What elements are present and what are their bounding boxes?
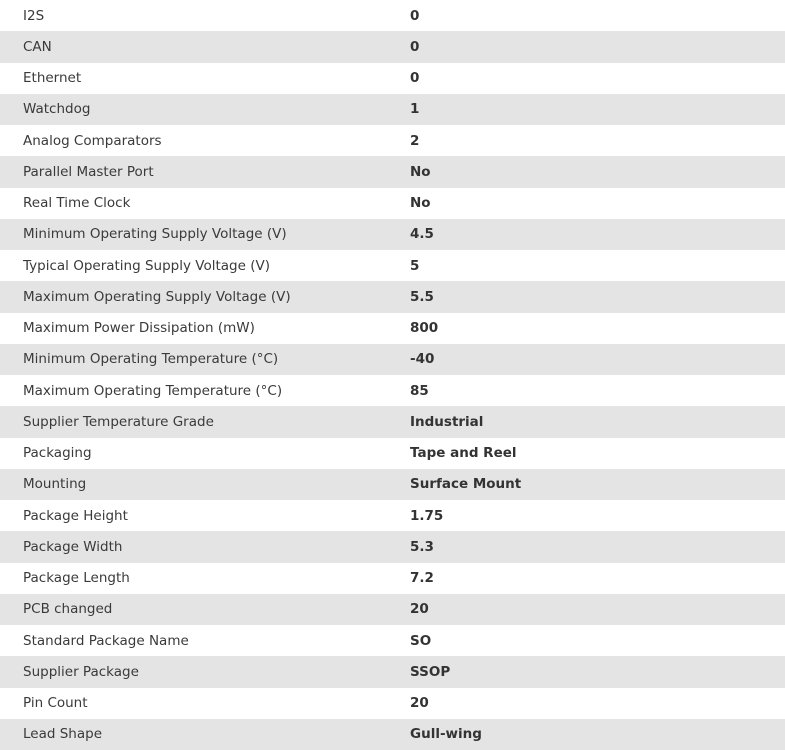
spec-value: No [410, 188, 785, 219]
spec-label: PCB changed [0, 594, 410, 625]
spec-value: Tape and Reel [410, 438, 785, 469]
spec-label: Pin Count [0, 688, 410, 719]
spec-label: Mounting [0, 469, 410, 500]
spec-label: Typical Operating Supply Voltage (V) [0, 250, 410, 281]
spec-label: I2S [0, 0, 410, 31]
spec-label: Maximum Power Dissipation (mW) [0, 313, 410, 344]
spec-label: Package Height [0, 500, 410, 531]
spec-label: CAN [0, 31, 410, 62]
spec-value: 5.3 [410, 531, 785, 562]
spec-value: 0 [410, 0, 785, 31]
spec-value: 0 [410, 31, 785, 62]
spec-label: Maximum Operating Temperature (°C) [0, 375, 410, 406]
spec-value: 1 [410, 94, 785, 125]
table-row-min-operating-temp [0, 344, 785, 375]
spec-value: Surface Mount [410, 469, 785, 500]
table-row-ethernet [0, 63, 785, 94]
spec-label: Ethernet [0, 63, 410, 94]
table-row-temperature-grade [0, 406, 785, 437]
table-row-i2s [0, 0, 785, 31]
table-row-supplier-package [0, 656, 785, 687]
spec-value: 2 [410, 125, 785, 156]
table-row-watchdog [0, 94, 785, 125]
table-row-package-height [0, 500, 785, 531]
spec-value: No [410, 156, 785, 187]
table-row-max-supply-voltage [0, 281, 785, 312]
spec-label: Minimum Operating Temperature (°C) [0, 344, 410, 375]
spec-label: Maximum Operating Supply Voltage (V) [0, 281, 410, 312]
table-row-package-length [0, 563, 785, 594]
table-row-lead-shape [0, 719, 785, 750]
spec-label: Parallel Master Port [0, 156, 410, 187]
table-row-packaging [0, 438, 785, 469]
spec-label: Watchdog [0, 94, 410, 125]
spec-value: Industrial [410, 406, 785, 437]
spec-label: Standard Package Name [0, 625, 410, 656]
spec-label: Supplier Package [0, 656, 410, 687]
spec-label: Package Length [0, 563, 410, 594]
table-row-max-operating-temp [0, 375, 785, 406]
table-row-typ-supply-voltage [0, 250, 785, 281]
table-row-min-supply-voltage [0, 219, 785, 250]
table-row-pin-count [0, 688, 785, 719]
spec-label: Package Width [0, 531, 410, 562]
spec-value: 4.5 [410, 219, 785, 250]
spec-value: SSOP [410, 656, 785, 687]
spec-value: 7.2 [410, 563, 785, 594]
table-row-analog-comparators [0, 125, 785, 156]
table-row-standard-package-name [0, 625, 785, 656]
spec-value: 85 [410, 375, 785, 406]
spec-value: 5 [410, 250, 785, 281]
table-row-can [0, 31, 785, 62]
spec-label: Real Time Clock [0, 188, 410, 219]
spec-value: 5.5 [410, 281, 785, 312]
spec-label: Minimum Operating Supply Voltage (V) [0, 219, 410, 250]
table-row-max-power-dissipation [0, 313, 785, 344]
spec-value: 0 [410, 63, 785, 94]
spec-value: 20 [410, 688, 785, 719]
spec-label: Packaging [0, 438, 410, 469]
spec-label: Analog Comparators [0, 125, 410, 156]
spec-value: 1.75 [410, 500, 785, 531]
spec-label: Supplier Temperature Grade [0, 406, 410, 437]
spec-value: -40 [410, 344, 785, 375]
spec-value: 800 [410, 313, 785, 344]
spec-value: Gull-wing [410, 719, 785, 750]
table-row-package-width [0, 531, 785, 562]
table-row-pcb-changed [0, 594, 785, 625]
spec-value: SO [410, 625, 785, 656]
spec-value: 20 [410, 594, 785, 625]
table-row-real-time-clock [0, 188, 785, 219]
spec-label: Lead Shape [0, 719, 410, 750]
table-row-parallel-master-port [0, 156, 785, 187]
table-row-mounting [0, 469, 785, 500]
